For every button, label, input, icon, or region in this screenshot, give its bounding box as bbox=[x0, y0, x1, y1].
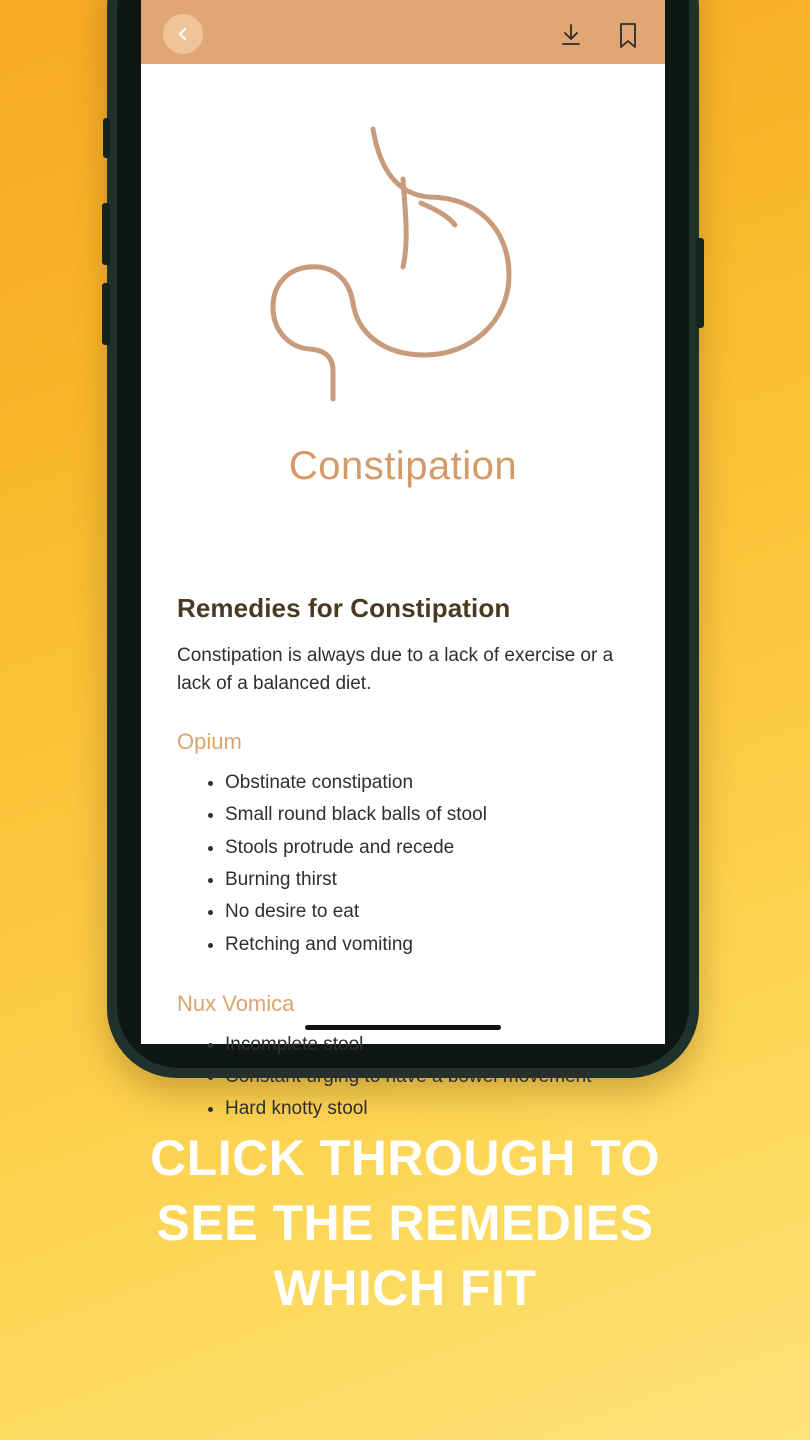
bookmark-button[interactable] bbox=[617, 22, 639, 54]
caption-line-1: CLICK THROUGH TO bbox=[150, 1130, 660, 1186]
phone-frame bbox=[107, 0, 699, 1120]
list-item: • Stools protrude and recede bbox=[225, 834, 629, 862]
volume-down-button[interactable] bbox=[102, 283, 110, 345]
home-indicator[interactable] bbox=[305, 1025, 501, 1030]
stomach-illustration bbox=[253, 117, 553, 412]
caption-line-3: WHICH FIT bbox=[273, 1260, 537, 1316]
list-item: • Retching and vomiting bbox=[225, 931, 629, 959]
phone-screen bbox=[141, 0, 665, 1120]
list-item: • Obstinate constipation bbox=[225, 769, 629, 797]
list-item: • Hard knotty stool bbox=[225, 1095, 629, 1123]
app-bar-actions bbox=[559, 22, 639, 54]
section-heading: Remedies for Constipation bbox=[177, 593, 511, 623]
promo-caption bbox=[0, 1126, 810, 1321]
back-button[interactable] bbox=[163, 14, 203, 54]
article-content[interactable] bbox=[141, 64, 665, 1120]
download-icon bbox=[559, 23, 583, 54]
remedy-title-opium: Opium bbox=[177, 729, 242, 755]
list-item: • Incomplete stool bbox=[225, 1031, 629, 1059]
bookmark-icon bbox=[617, 22, 639, 54]
hero-illustration-area bbox=[141, 64, 665, 464]
page-title: Constipation bbox=[288, 444, 518, 488]
article-body bbox=[141, 593, 665, 1124]
volume-up-button[interactable] bbox=[102, 203, 110, 265]
list-item: • No desire to eat bbox=[225, 898, 629, 926]
symptom-list-opium bbox=[177, 769, 629, 959]
phone-bezel bbox=[117, 0, 689, 1120]
app-bar-left bbox=[163, 14, 203, 54]
list-item: • Burning thirst bbox=[225, 866, 629, 894]
app-bar bbox=[141, 0, 665, 64]
list-item: • Small round black balls of stool bbox=[225, 801, 629, 829]
caption-line-2: SEE THE REMEDIES bbox=[156, 1195, 654, 1251]
remedy-title-nux-vomica: Nux Vomica bbox=[177, 990, 295, 1016]
symptom-list-nux-vomica bbox=[177, 1031, 629, 1124]
list-item: • Constant urging to have a bowel movement bbox=[225, 1063, 629, 1091]
chevron-left-icon bbox=[174, 25, 192, 43]
download-button[interactable] bbox=[559, 23, 583, 54]
article-intro: Constipation is always due to a lack of exercise or a lack of a balanced diet. bbox=[177, 645, 614, 694]
mute-switch-button[interactable] bbox=[103, 118, 110, 158]
power-button[interactable] bbox=[696, 238, 704, 328]
